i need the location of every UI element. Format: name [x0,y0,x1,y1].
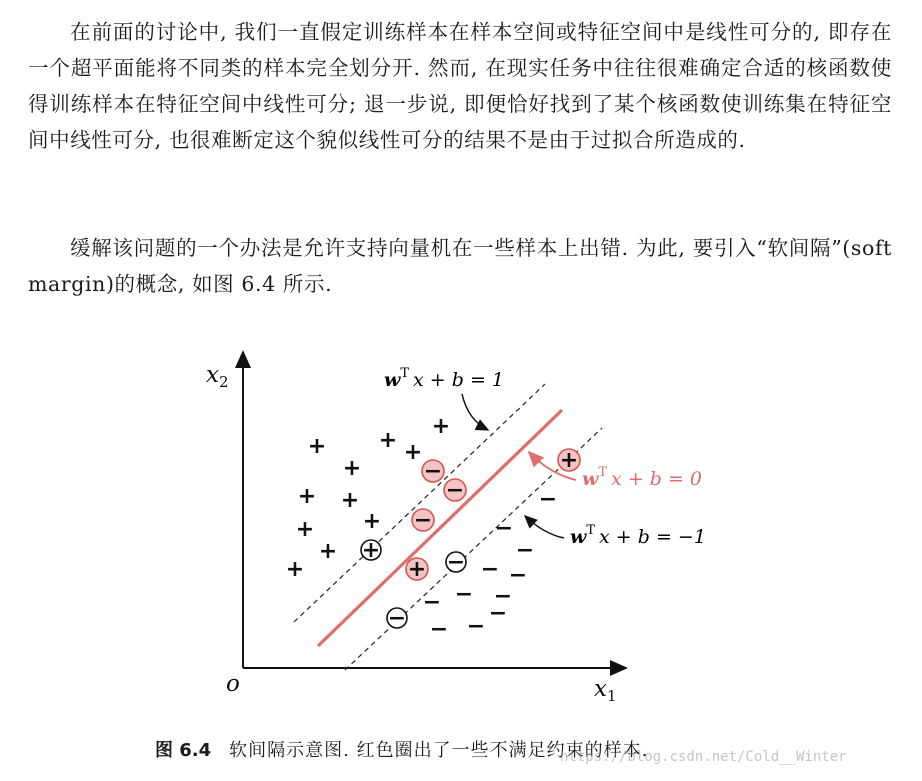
upper-margin-pointer [462,394,488,430]
svg-text:+: + [361,538,381,563]
y-axis-label: $x_2$ [206,362,229,391]
negative-sample: − [429,617,449,642]
watermark: https://blog.csdn.net/Cold__Winter [560,749,847,765]
negative-sample: − [488,601,508,626]
svg-text:−: − [413,508,433,533]
negative-sample: − [422,590,442,615]
negative-sample: − [494,516,514,541]
positive-sample: + [318,539,338,564]
svg-text:−: − [446,550,466,575]
svg-text:−: − [445,478,465,503]
positive-sample: + [431,414,451,439]
positive-sample: + [285,557,305,582]
negative-sample: − [493,584,513,609]
origin-label: o [226,671,240,697]
positive-sample: + [362,509,382,534]
negative-samples [423,487,557,642]
svg-text:−: − [387,606,407,631]
positive-sample: + [403,440,423,465]
figure-caption-label: 图 6.4 [155,740,212,761]
positive-sample: + [340,488,360,513]
svg-text:+: + [559,448,579,473]
positive-sample: + [307,434,327,459]
lower-margin-equation: $w^T$ x + b = −1 [570,523,706,548]
svg-text:−: − [423,459,443,484]
paragraph-2: 缓解该问题的一个办法是允许支持向量机在一些样本上出错. 为此, 要引入“软间隔”(soft margin)的概念, 如图 6.4 所示. [28,236,892,296]
positive-sample: + [295,517,315,542]
negative-sample: − [515,538,535,563]
positive-sample: + [378,428,398,453]
hyperplane-equation: $w^T$ x + b = 0 [582,465,702,490]
figure-caption-text: 软间隔示意图. 红色圈出了一些不满足约束的样本. [229,740,649,761]
negative-sample: − [508,563,528,588]
upper-margin-equation: $w^T$ x + b = 1 [384,366,504,391]
positive-sample: + [297,484,317,509]
paragraph-1: 在前面的讨论中, 我们一直假定训练样本在样本空间或特征空间中是线性可分的, 即存在一个超平面能将不同类的样本完全划分开. 然而, 在现实任务中往往很难确定合适的核函数使得训练样本在特征空间中线性可分; 退一步说, 即便恰好找到了某个核函数使训练集在特征空间中线性可分, 也很难断定这个貌似线性可分的结果不是由于过拟合所造成的. [28,20,892,152]
positive-sample: + [342,456,362,481]
svg-text:+: + [407,557,427,582]
lower-margin-pointer [525,516,564,538]
negative-sample: − [454,582,474,607]
negative-sample: − [538,487,558,512]
negative-sample: − [466,614,486,639]
x-axis-label: $x_1$ [594,676,617,705]
negative-sample: − [480,557,500,582]
